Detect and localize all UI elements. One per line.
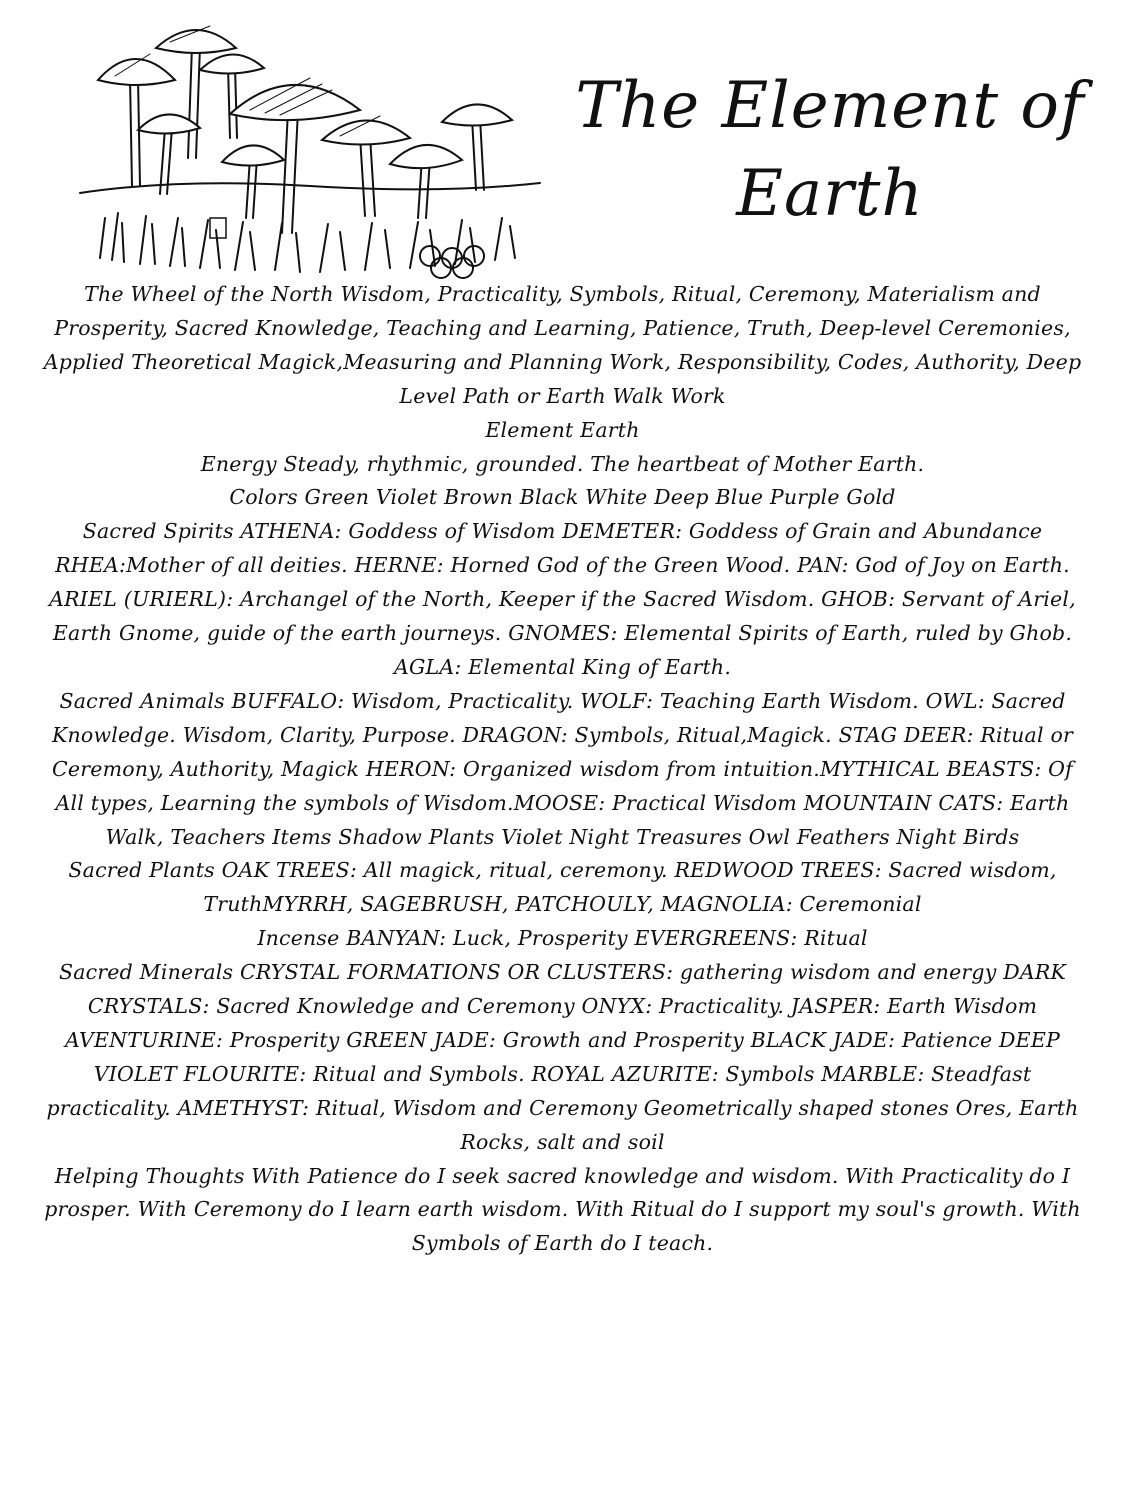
paragraph-sacred-plants: Sacred Plants OAK TREES: All magick, ritual, ceremony. REDWOOD TREES: Sacred wisdom, TruthMYRRH, SAGEBRUSH, PATCHOULY, MAGNOLIA: Ceremonial	[68, 858, 1057, 917]
paragraph-element: Element Earth	[485, 417, 640, 442]
paragraph-energy: Energy Steady, rhythmic, grounded. The heartbeat of Mother Earth.	[200, 451, 925, 476]
document-body	[40, 278, 1085, 1261]
mushroom-illustration-icon	[60, 18, 560, 280]
paragraph-colors: Colors Green Violet Brown Black White Deep Blue Purple Gold	[229, 485, 896, 510]
paragraph-sacred-minerals: Sacred Minerals CRYSTAL FORMATIONS OR CLUSTERS: gathering wisdom and energy DARK CRYSTALS: Sacred Knowledge and Ceremony ONYX: Practicality. JASPER: Earth Wisdom AVENTURINE: Prosperity GREEN JADE: Growth and Prosperity BLACK JADE: Patience DEEP VIOLET FLOURITE: Ritual and Symbols. ROYAL AZURITE: Symbols MARBLE: Steadfast practicality. AMETHYST: Ritual, Wisdom and Ceremony Geometrically shaped stones Ores, Earth Rocks, salt and soil	[46, 960, 1079, 1154]
paragraph-sacred-animals: Sacred Animals BUFFALO: Wisdom, Practicality. WOLF: Teaching Earth Wisdom. OWL: Sacred Knowledge. Wisdom, Clarity, Purpose. DRAGON: Symbols, Ritual,Magick. STAG DEER: Ritual or Ceremony, Authority, Magick HERON: Organized wisdom from intuition.MYTHICAL BEASTS: Of All types, Learning the symbols of Wisdom.MOOSE: Practical Wisdom MOUNTAIN CATS: Earth Walk, Teachers Items Shadow Plants Violet Night Treasures Owl Feathers Night Birds	[52, 688, 1073, 849]
title-line-2: Earth	[736, 157, 924, 231]
paragraph-sacred-spirits: Sacred Spirits ATHENA: Goddess of Wisdom DEMETER: Goddess of Grain and Abundance RHEA:Mother of all deities. HERNE: Horned God of the Green Wood. PAN: God of Joy on Earth. ARIEL (URIERL): Archangel of the North, Keeper if the Sacred Wisdom. GHOB: Servant of Ariel, Earth Gnome, guide of the earth journeys. GNOMES: Elemental Spirits of Earth, ruled by Ghob. AGLA: Elemental King of Earth.	[49, 519, 1076, 679]
paragraph-wheel-of-the-north: The Wheel of the North Wisdom, Practicality, Symbols, Ritual, Ceremony, Materialism and Prosperity, Sacred Knowledge, Teaching and Learning, Patience, Truth, Deep-level Ceremonies, Applied Theoretical Magick,Measuring and Planning Work, Responsibility, Codes, Authority, Deep Level Path or Earth Walk Work	[43, 282, 1082, 408]
title-line-1: The Element of	[575, 69, 1085, 143]
paragraph-incense: Incense BANYAN: Luck, Prosperity EVERGREENS: Ritual	[257, 926, 868, 951]
page-title	[560, 62, 1100, 238]
paragraph-helping-thoughts: Helping Thoughts With Patience do I seek sacred knowledge and wisdom. With Practicality do I prosper. With Ceremony do I learn earth wisdom. With Ritual do I support my soul's growth. With Symbols of Earth do I teach.	[44, 1163, 1081, 1256]
